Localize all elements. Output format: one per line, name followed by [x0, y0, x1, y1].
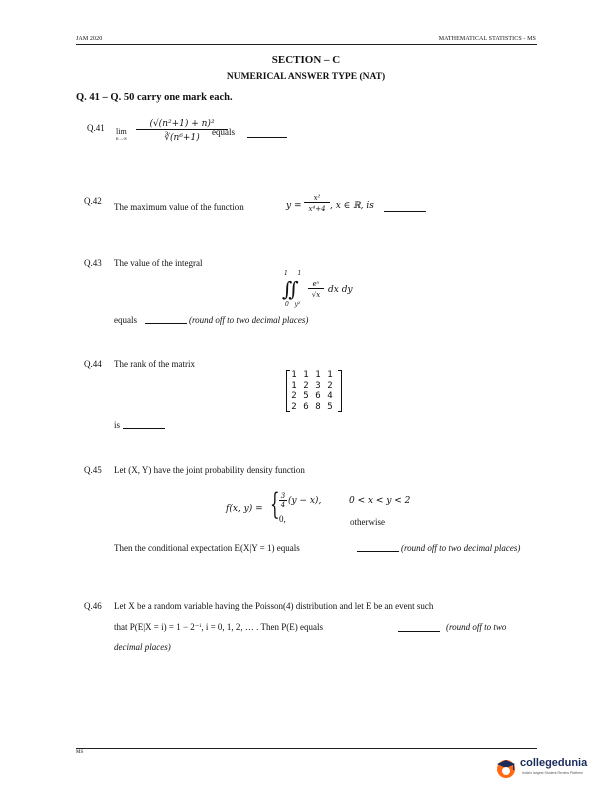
matrix-cell: 1 — [315, 370, 321, 380]
answer-blank — [357, 551, 399, 552]
is-text: is — [114, 420, 121, 430]
question-number: Q.46 — [84, 601, 102, 611]
matrix-cell: 2 — [291, 391, 297, 401]
matrix-cell: 3 — [315, 380, 321, 391]
rounding-note: (round off to two decimal places) — [401, 543, 521, 553]
integral-lower-limits: 0 y² — [285, 301, 301, 308]
case-2-expression: 0, — [279, 514, 286, 524]
matrix-cell: 8 — [315, 401, 321, 412]
question-text: The maximum value of the function — [114, 202, 244, 212]
question-number: Q.42 — [84, 196, 102, 206]
left-brace: { — [270, 487, 280, 522]
question-number: Q.43 — [84, 258, 102, 268]
header-paper-label: MATHEMATICAL STATISTICS - MS — [438, 36, 536, 42]
question-41 — [116, 117, 376, 157]
answer-blank — [145, 323, 187, 324]
footer-divider — [76, 748, 537, 749]
matrix-cell: 1 — [291, 380, 297, 391]
case-2-condition: otherwise — [350, 517, 385, 527]
pdf-lhs: f(x, y) = — [226, 504, 263, 514]
matrix-cell: 2 — [303, 380, 309, 391]
domain-text: , x ∈ ℝ, is — [330, 201, 374, 211]
matrix-cell: 1 — [327, 370, 333, 380]
equals-text: equals — [114, 315, 137, 325]
brand-name: collegedunia — [520, 757, 588, 769]
matrix-cell: 1 — [291, 370, 297, 380]
matrix-cell: 2 — [291, 401, 297, 412]
matrix-row — [288, 391, 340, 402]
instruction: Q. 41 – Q. 50 carry one mark each. — [76, 92, 233, 103]
matrix-row — [288, 381, 340, 392]
answer-blank — [247, 137, 287, 138]
y-equals: y = — [286, 201, 302, 211]
section-subtitle: NUMERICAL ANSWER TYPE (NAT) — [226, 72, 386, 82]
matrix-row — [288, 402, 340, 413]
case-1-condition: 0 < x < y < 2 — [349, 496, 411, 506]
matrix-cell: 2 — [327, 380, 333, 391]
header-divider — [76, 44, 537, 45]
matrix-cell: 5 — [327, 401, 333, 412]
integrand-numerator: eˣ — [308, 280, 324, 289]
fraction-denominator: x⁴+4 — [308, 205, 326, 213]
answer-blank — [398, 631, 440, 632]
matrix-cell: 6 — [315, 391, 321, 401]
question-number: Q.45 — [84, 465, 102, 475]
differentials: dx dy — [328, 285, 353, 295]
answer-blank — [384, 211, 426, 212]
matrix-cell: 5 — [303, 391, 309, 401]
question-text: The value of the integral — [114, 258, 203, 268]
matrix-cell: 1 — [303, 370, 309, 380]
matrix-cell: 4 — [327, 391, 333, 401]
integrand-denominator: √x — [311, 291, 321, 299]
limit-subscript: n→∞ — [116, 137, 128, 142]
brand-tagline: India's largest Student Review Platform — [522, 771, 583, 775]
fraction-numerator: x² — [304, 194, 330, 203]
answer-blank — [123, 428, 165, 429]
question-number: Q.41 — [87, 123, 105, 133]
limit-label: lim — [116, 127, 127, 136]
rounding-note: (round off to two decimal places) — [189, 315, 309, 325]
equals-text: equals — [212, 127, 235, 137]
question-text: Let (X, Y) have the joint probability density function — [114, 465, 305, 475]
fraction-denominator: ∛(n⁶+1) — [164, 133, 200, 143]
header-exam-label: JAM 2020 — [76, 36, 103, 42]
matrix-cell: 6 — [303, 401, 309, 412]
question-number: Q.44 — [84, 359, 102, 369]
double-integral-sign: ∫∫ — [282, 277, 295, 301]
question-text: Let X be a random variable having the Poisson(4) distribution and let E be an event such — [114, 601, 434, 611]
footer-paper-code: MS — [76, 750, 84, 755]
matrix — [288, 370, 340, 412]
fraction-numerator: (√(n²+1) + n)² — [136, 119, 228, 130]
question-text: that P(E|X = i) = 1 − 2⁻ⁱ, i = 0, 1, 2, … . Then P(E) equals — [114, 622, 323, 632]
question-text: Then the conditional expectation E(X|Y = 1) equals — [114, 543, 300, 553]
question-42 — [114, 196, 454, 226]
case-1-expression: (y − x), — [288, 496, 322, 506]
rounding-note: decimal places) — [114, 642, 171, 652]
matrix-right-bracket — [338, 370, 342, 412]
coef-numerator: 3 — [280, 492, 286, 500]
rounding-note: (round off to two — [446, 622, 507, 632]
matrix-row — [288, 370, 340, 381]
question-text: The rank of the matrix — [114, 359, 195, 369]
collegedunia-logo-icon — [494, 756, 518, 780]
matrix-left-bracket — [286, 370, 290, 412]
section-title: SECTION – C — [271, 54, 341, 66]
coef-denominator: 4 — [280, 501, 286, 509]
integral-upper-limits: 1 1 — [284, 270, 303, 277]
